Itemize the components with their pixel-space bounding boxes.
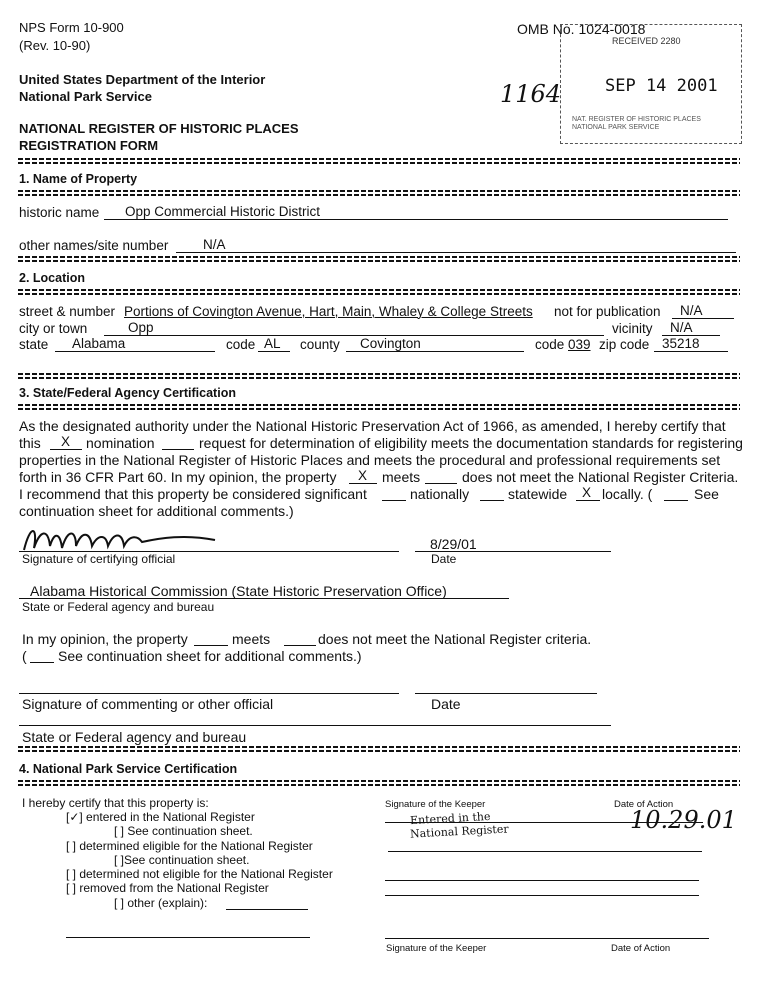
cert-line-2-end: request for determination of eligibility meets the documentation standards for registering <box>199 435 743 451</box>
comment-date-label: Date <box>431 696 461 712</box>
keeper-signature-label: Signature of the Keeper <box>385 799 486 810</box>
cert-line-4-meets: meets <box>382 469 421 485</box>
certifying-date-label: Date <box>431 552 457 566</box>
cert-line-2-nomination: nomination <box>86 435 155 451</box>
section-1-heading: 1. Name of Property <box>19 172 138 186</box>
historic-name-label: historic name <box>19 205 100 220</box>
nfp-line <box>672 318 734 319</box>
city-label: city or town <box>19 321 88 336</box>
section-3-heading: 3. State/Federal Agency Certification <box>19 386 236 400</box>
nationally-blank <box>382 500 406 501</box>
stamp-agency-text: NAT. REGISTER OF HISTORIC PLACES NATIONAL PARK SERVICE <box>572 116 701 131</box>
section-divider <box>18 404 740 411</box>
date-of-action-label-bottom: Date of Action <box>611 943 671 954</box>
county-line <box>346 351 524 352</box>
certifying-date-value: 8/29/01 <box>430 536 477 552</box>
opinion-line-1-start: In my opinion, the property <box>22 631 188 647</box>
cert-line-4-start: forth in 36 CFR Part 60. In my opinion, the property <box>19 469 337 485</box>
option-entered: [✓] entered in the National Register <box>66 810 255 824</box>
state-code-line <box>258 351 290 352</box>
option-not-eligible: [ ] determined not eligible for the National Register <box>66 867 333 881</box>
meets-mark: X <box>358 468 368 483</box>
state-value: Alabama <box>72 336 126 351</box>
opinion-line-2-paren: ( <box>22 648 27 664</box>
form-number: NPS Form 10-900 <box>19 20 124 35</box>
option-removed: [ ] removed from the National Register <box>66 881 269 895</box>
section-divider <box>18 373 740 380</box>
cert-line-5-locally: locally. ( <box>602 486 653 502</box>
historic-name-value: Opp Commercial Historic District <box>125 204 321 219</box>
zip-line <box>654 351 728 352</box>
date-of-action-value: 10.29.01 <box>630 806 737 834</box>
keeper-certify-intro: I hereby certify that this property is: <box>22 796 209 810</box>
state-line <box>55 351 215 352</box>
not-for-publication-label: not for publication <box>554 304 661 319</box>
department-name: United States Department of the Interior <box>19 72 266 87</box>
other-names-label: other names/site number <box>19 238 169 253</box>
agency-label: State or Federal agency and bureau <box>22 600 215 614</box>
section-divider <box>18 190 740 197</box>
opinion-line-2: See continuation sheet for additional comments.) <box>58 648 362 664</box>
agency-line <box>19 598 509 599</box>
state-code-value: AL <box>264 336 281 351</box>
opinion-see-blank <box>30 662 54 663</box>
cert-line-3: properties in the National Register of Historic Places and meets the procedural and professional requirements set <box>19 452 721 468</box>
keeper-line-1 <box>385 822 703 823</box>
county-label: county <box>300 337 340 352</box>
street-value: Portions of Covington Avenue, Hart, Main, Whaley & College Streets <box>124 304 533 319</box>
opinion-not-meet-blank <box>284 645 316 646</box>
county-code-value: 039 <box>568 337 591 352</box>
keeper-line-4 <box>385 895 699 896</box>
section-divider <box>18 289 740 296</box>
city-line <box>104 335 604 336</box>
certifying-signature-label: Signature of certifying official <box>22 552 176 566</box>
option-eligible: [ ] determined eligible for the National Register <box>66 839 313 853</box>
section-divider <box>18 256 740 263</box>
zip-label: zip code <box>599 337 650 352</box>
agency-name: National Park Service <box>19 89 152 104</box>
opinion-meets: meets <box>232 631 271 647</box>
cert-line-5-see: See <box>694 486 719 502</box>
option-other: [ ] other (explain): <box>114 896 208 910</box>
request-blank <box>162 449 194 450</box>
form-title: NATIONAL REGISTER OF HISTORIC PLACES <box>19 121 299 136</box>
street-label: street & number <box>19 304 116 319</box>
not-meet-blank <box>425 483 457 484</box>
see-blank <box>664 500 688 501</box>
cert-line-4-end: does not meet the National Register Criteria. <box>462 469 739 485</box>
option-entered-continuation: [ ] See continuation sheet. <box>114 824 253 838</box>
city-value: Opp <box>128 320 154 335</box>
opinion-meets-blank <box>194 645 228 646</box>
agency-value: Alabama Historical Commission (State Historic Preservation Office) <box>30 583 447 599</box>
form-subtitle: REGISTRATION FORM <box>19 138 159 153</box>
stamp-date: SEP 14 2001 <box>605 76 718 96</box>
cert-line-2-start: this <box>19 435 41 451</box>
other-names-line <box>176 252 736 253</box>
cert-line-5-nationally: nationally <box>410 486 470 502</box>
cert-line-5-start: I recommend that this property be considered significant <box>19 486 367 502</box>
keeper-line-2 <box>388 851 702 852</box>
other-explain-line <box>226 909 308 910</box>
keeper-signature-label-bottom: Signature of the Keeper <box>386 943 487 954</box>
other-names-value: N/A <box>203 237 226 252</box>
state-label: state <box>19 337 49 352</box>
county-value: Covington <box>360 336 421 351</box>
section-2-heading: 2. Location <box>19 271 85 285</box>
cert-line-1: As the designated authority under the National Historic Preservation Act of 1966, as amended, I hereby certify that <box>19 418 726 434</box>
historic-name-line <box>104 219 728 220</box>
cert-line-6: continuation sheet for additional comments.) <box>19 503 294 519</box>
keeper-line-3 <box>385 880 699 881</box>
option-eligible-continuation: [ ]See continuation sheet. <box>114 853 250 867</box>
comment-agency-label: State or Federal agency and bureau <box>22 729 247 745</box>
other-explain-line-2 <box>66 937 310 938</box>
comment-agency-line <box>19 725 611 726</box>
vicinity-label: vicinity <box>612 321 653 336</box>
locally-mark: X <box>582 485 592 500</box>
handwritten-number: 1164 <box>500 80 562 108</box>
cert-line-5-statewide: statewide <box>508 486 568 502</box>
zip-value: 35218 <box>662 336 700 351</box>
vicinity-value: N/A <box>670 320 693 335</box>
meets-blank <box>349 483 377 484</box>
section-4-heading: 4. National Park Service Certification <box>19 762 238 776</box>
locally-blank <box>576 500 600 501</box>
stamp-received-text: RECEIVED 2280 <box>612 36 681 46</box>
comment-signature-label: Signature of commenting or other official <box>22 696 274 712</box>
statewide-blank <box>480 500 504 501</box>
county-code-label: code <box>535 337 565 352</box>
nomination-blank <box>50 449 82 450</box>
date-of-action-label: Date of Action <box>614 799 674 810</box>
form-revision: (Rev. 10-90) <box>19 38 91 53</box>
opinion-line-1-end: does not meet the National Register criteria. <box>318 631 592 647</box>
not-for-publication-value: N/A <box>680 303 703 318</box>
keeper-stamp-line-2: National Register <box>409 822 509 841</box>
comment-date-line <box>415 693 597 694</box>
comment-signature-line <box>19 693 399 694</box>
section-divider <box>18 746 740 753</box>
nomination-mark: X <box>61 434 71 449</box>
section-divider <box>18 158 740 165</box>
state-code-label: code <box>226 337 256 352</box>
keeper-stamp-line-1: Entered in the <box>409 809 491 828</box>
omb-number: OMB No. 1024-0018 <box>517 21 646 37</box>
section-divider <box>18 780 740 787</box>
keeper-line-5 <box>385 938 709 939</box>
